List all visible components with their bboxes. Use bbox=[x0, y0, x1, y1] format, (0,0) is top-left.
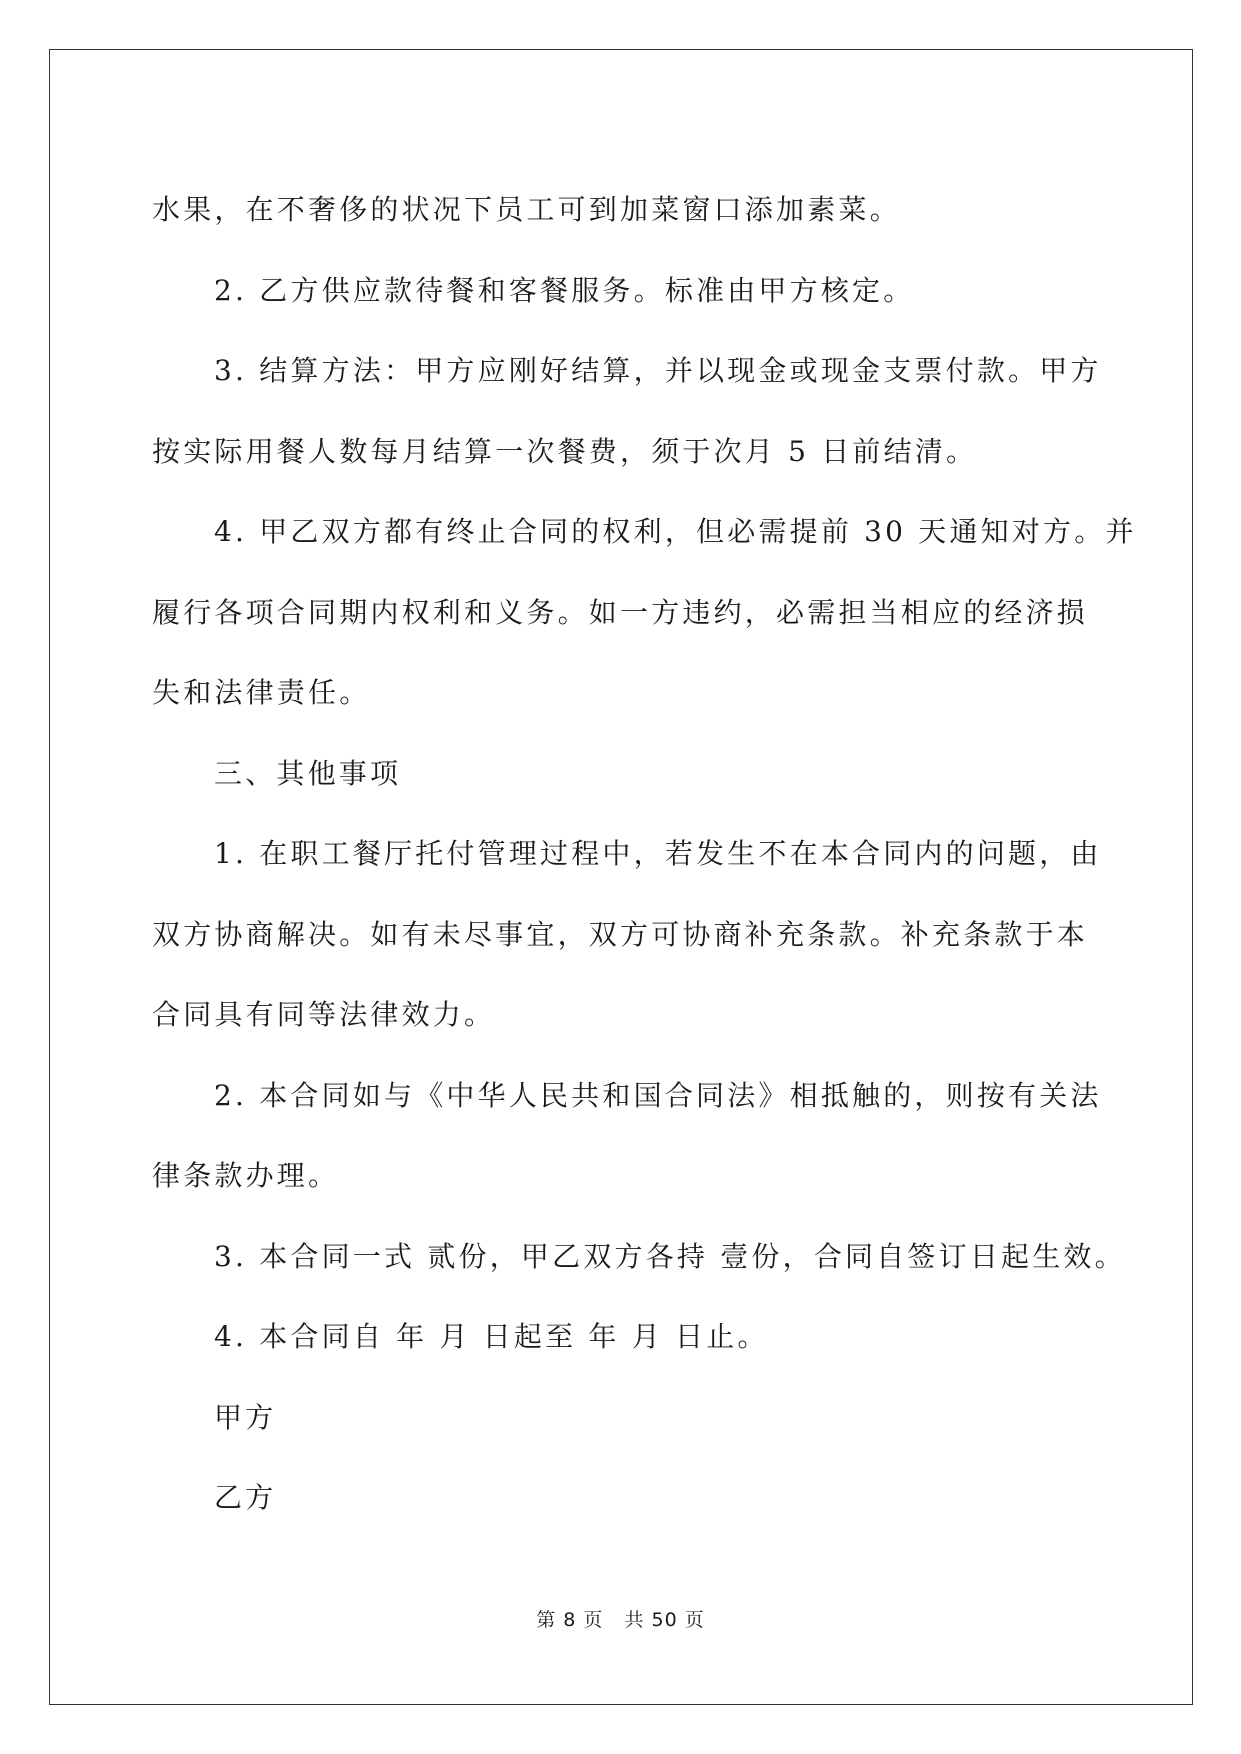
page-number: 第 8 页 共 50 页 bbox=[536, 1609, 705, 1631]
text-line: 双方协商解决。如有未尽事宜，双方可协商补充条款。补充条款于本 bbox=[152, 917, 1089, 951]
text-line: 水果，在不奢侈的状况下员工可到加菜窗口添加素菜。 bbox=[152, 193, 901, 226]
text-line: 1. 在职工餐厅托付管理过程中，若发生不在本合同内的问题，由 bbox=[214, 837, 1102, 870]
text-line: 3. 本合同一式 贰份，甲乙双方各持 壹份，合同自签订日起生效。 bbox=[214, 1239, 1126, 1273]
text-line: 2. 乙方供应款待餐和客餐服务。标准由甲方核定。 bbox=[214, 273, 915, 307]
text-line: 律条款办理。 bbox=[152, 1159, 340, 1192]
party-a-label: 甲方 bbox=[214, 1400, 277, 1434]
text-line: 4. 本合同自 年 月 日起至 年 月 日止。 bbox=[214, 1320, 769, 1353]
text-line: 履行各项合同期内权利和义务。如一方违约，必需担当相应的经济损 bbox=[152, 595, 1089, 629]
section-heading: 三、其他事项 bbox=[214, 756, 402, 790]
text-line: 2. 本合同如与《中华人民共和国合同法》相抵触的，则按有关法 bbox=[214, 1078, 1102, 1112]
text-line: 失和法律责任。 bbox=[152, 676, 371, 709]
text-line: 4. 甲乙双方都有终止合同的权利，但必需提前 30 天通知对方。并 bbox=[214, 515, 1137, 548]
text-line: 按实际用餐人数每月结算一次餐费，须于次月 5 日前结清。 bbox=[152, 434, 978, 468]
page-footer bbox=[0, 1605, 1241, 1632]
text-line: 合同具有同等法律效力。 bbox=[152, 998, 496, 1031]
document-body bbox=[152, 170, 1137, 1539]
text-line: 3. 结算方法：甲方应刚好结算，并以现金或现金支票付款。甲方 bbox=[214, 354, 1102, 387]
party-b-label: 乙方 bbox=[214, 1481, 277, 1514]
